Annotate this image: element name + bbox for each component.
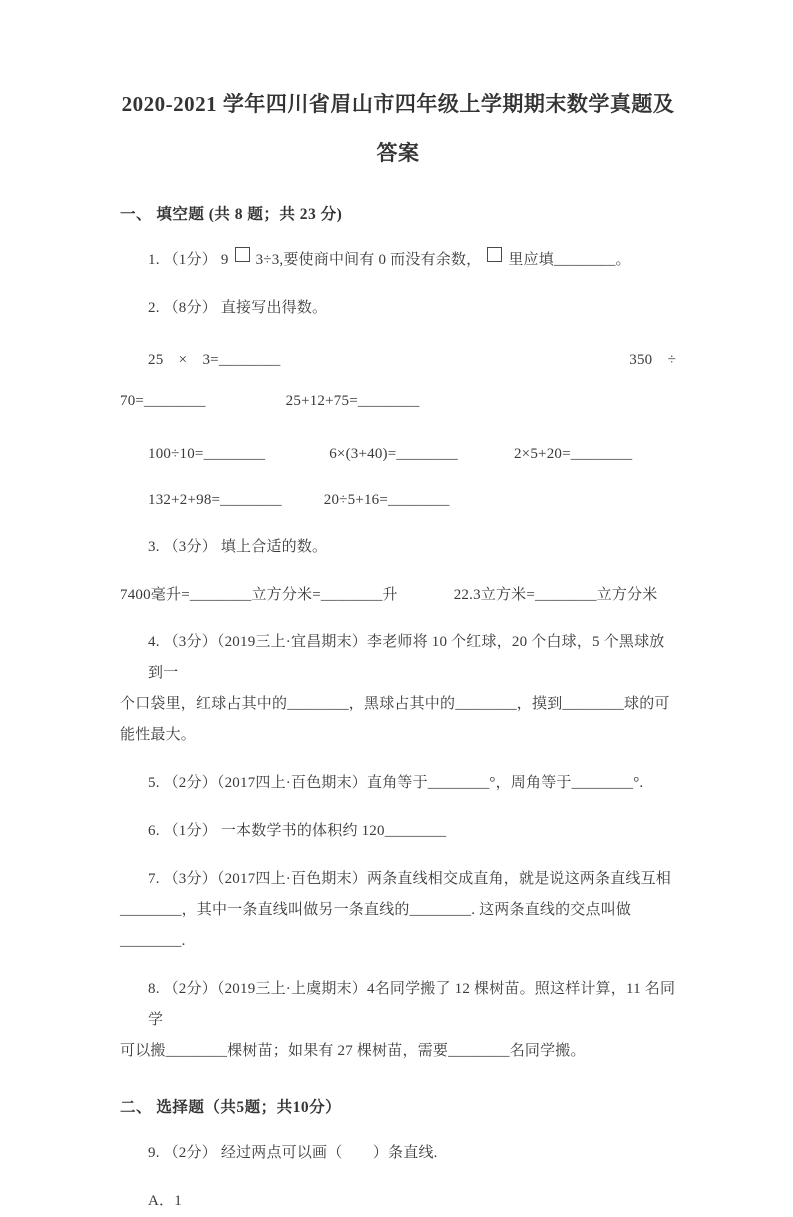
- math-expression: 350 ÷: [629, 352, 676, 368]
- question-6: 6. （1分） 一本数学书的体积约 120________: [148, 823, 447, 839]
- math-expression: 7400毫升=________立方分米=________升: [120, 587, 398, 603]
- question-7-line-2: ________，其中一条直线叫做另一条直线的________. 这两条直线的交点叫做________.: [120, 902, 632, 949]
- question-4: [120, 627, 676, 689]
- empty-box-icon: [487, 247, 502, 262]
- math-expression: 25 × 3=________: [148, 352, 281, 368]
- math-expression: 100÷10=________: [148, 446, 266, 462]
- question-9-option-a: A．1: [148, 1193, 182, 1209]
- question-7-line-1: 7. （3分）（2017四上·百色期末）两条直线相交成直角，就是说这两条直线互相: [148, 871, 671, 887]
- math-expression: 22.3立方米=________立方分米: [453, 587, 658, 603]
- question-2-line-1: [120, 345, 676, 375]
- question-8-line-2: 可以搬________棵树苗；如果有 27 棵树苗，需要________名同学搬。: [120, 1043, 586, 1059]
- math-expression: 25+12+75=________: [285, 393, 420, 409]
- question-8-line-1: 8. （2分）（2019三上·上虞期末）4名同学搬了 12 棵树苗。照这样计算，11 名同学: [148, 981, 676, 1028]
- math-expression: 70=________: [120, 393, 206, 409]
- question-8: [120, 974, 676, 1036]
- question-1-text-mid: 3÷3,要使商中间有 0 而没有余数，: [255, 252, 482, 268]
- question-1: [120, 245, 676, 276]
- question-4-line-2: 个口袋里，红球占其中的________，黑球占其中的________，摸到________球的可能性最大。: [120, 696, 670, 743]
- math-expression: 132+2+98=________: [148, 492, 282, 508]
- empty-box-icon: [235, 247, 250, 262]
- math-expression: 20÷5+16=________: [323, 492, 450, 508]
- math-expression: 2×5+20=________: [513, 446, 633, 462]
- question-1-text-post: 里应填________。: [508, 252, 631, 268]
- question-2-line-2: [120, 386, 676, 416]
- question-5: 5. （2分）（2017四上·百色期末）直角等于________°，周角等于________°.: [148, 775, 644, 791]
- question-2-stem: 2. （8分） 直接写出得数。: [148, 300, 328, 316]
- question-2-line-3: [120, 439, 676, 469]
- question-4-line-1: 4. （3分）（2019三上·宜昌期末）李老师将 10 个红球，20 个白球，5 个黑球放到一: [148, 634, 665, 681]
- question-9: 9. （2分） 经过两点可以画（ ）条直线.: [148, 1145, 438, 1161]
- question-3-stem: 3. （3分） 填上合适的数。: [148, 539, 328, 555]
- document-title-line-1: 2020-2021 学年四川省眉山市四年级上学期期末数学真题及: [121, 92, 675, 116]
- question-3-answers: [120, 580, 676, 610]
- question-7: [120, 864, 676, 895]
- document-title-line-2: 答案: [376, 141, 420, 165]
- math-expression: 6×(3+40)=________: [329, 446, 458, 462]
- section-2-heading: 二、 选择题（共5题；共10分）: [120, 1099, 342, 1116]
- question-2-line-4: [120, 485, 676, 515]
- question-1-text-pre: 1. （1分） 9: [148, 252, 229, 268]
- section-1-heading: 一、 填空题 (共 8 题；共 23 分): [120, 206, 343, 223]
